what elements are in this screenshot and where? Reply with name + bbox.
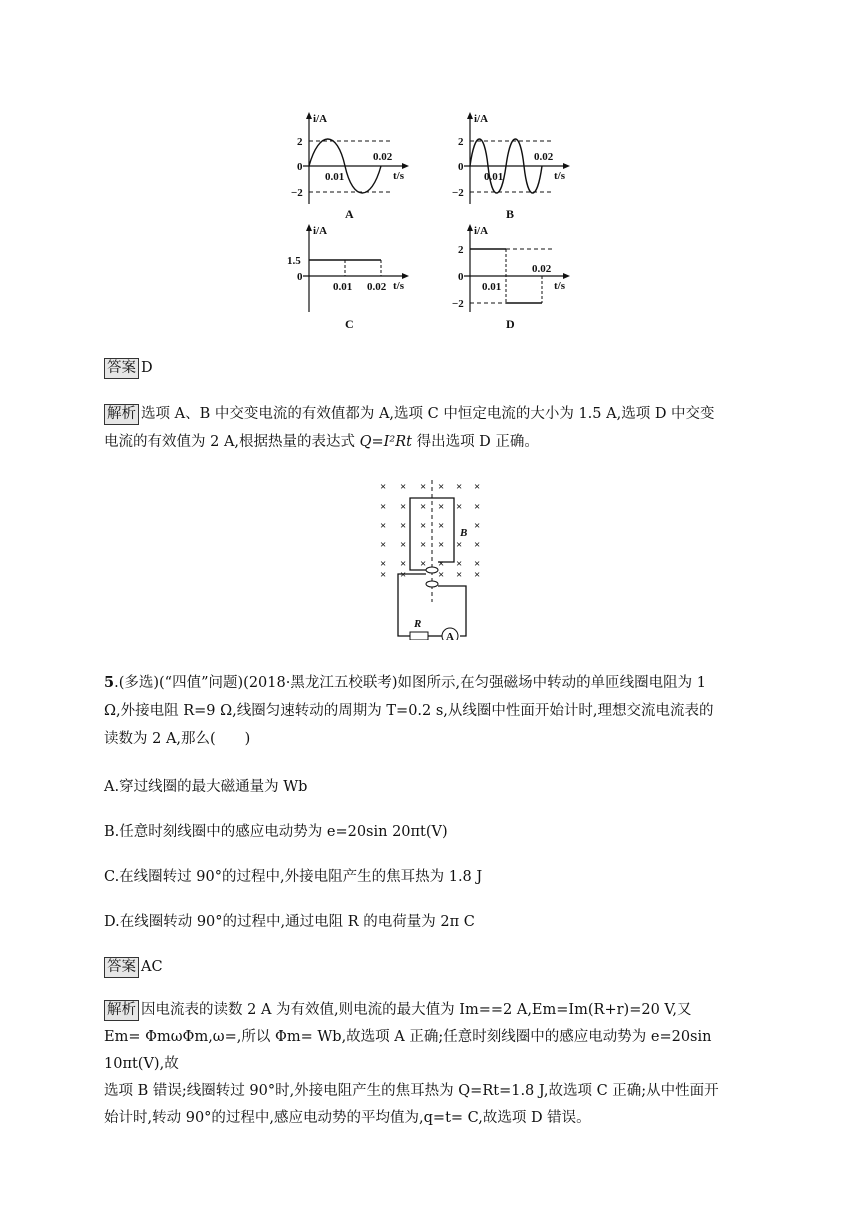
svg-text:×: × — [420, 558, 427, 570]
graph-c-ylabel: i/A — [313, 225, 328, 237]
svg-text:×: × — [400, 501, 407, 513]
graph-d-ytick-neg: −2 — [452, 298, 464, 310]
field-label: B — [460, 527, 468, 539]
graph-a-xtick-1: 0.01 — [325, 171, 345, 183]
analysis-1-line-2b: 得出选项 D 正确。 — [411, 434, 539, 450]
graph-a-ylabel: i/A — [313, 113, 328, 125]
ammeter-label: A — [446, 631, 454, 640]
svg-text:×: × — [456, 539, 463, 551]
svg-text:×: × — [438, 501, 445, 513]
svg-text:×: × — [456, 501, 463, 513]
svg-text:×: × — [438, 558, 445, 570]
graph-a-letter: A — [345, 207, 354, 221]
graph-a — [285, 108, 415, 223]
graph-a-xtick-2: 0.02 — [373, 151, 393, 163]
graph-b-ytick-neg: −2 — [452, 187, 464, 199]
svg-text:×: × — [474, 481, 481, 493]
svg-text:×: × — [380, 481, 387, 493]
graph-d — [446, 220, 576, 335]
graph-c-xtick-1: 0.01 — [333, 281, 353, 293]
svg-text:×: × — [420, 539, 427, 551]
svg-text:×: × — [380, 520, 387, 532]
svg-text:×: × — [474, 501, 481, 513]
answer-value: AC — [141, 959, 163, 975]
svg-text:×: × — [438, 481, 445, 493]
analysis-1-line-1: 选项 A、B 中交变电流的有效值都为 A,选项 C 中恒定电流的大小为 1.5 A,选项 D 中交变 — [141, 406, 715, 422]
graph-c-xlabel: t/s — [393, 280, 404, 292]
svg-text:×: × — [420, 520, 427, 532]
svg-text:×: × — [380, 558, 387, 570]
svg-text:×: × — [438, 539, 445, 551]
graph-c-ytick-zero: 0 — [297, 271, 303, 283]
graph-d-letter: D — [506, 317, 515, 331]
svg-text:×: × — [400, 481, 407, 493]
graph-b-ylabel: i/A — [474, 113, 489, 125]
analysis-2-line-3: 选项 B 错误;线圈转过 90°时,外接电阻产生的焦耳热为 Q=Rt=1.8 J,故选项 C 正确;从中性面开 — [104, 1083, 719, 1099]
analysis-2-line-1: 因电流表的读数 2 A 为有效值,则电流的最大值为 Im==2 A,Em=Im(R+r)=20 V,又 — [141, 1002, 692, 1018]
graph-b-letter: B — [506, 207, 515, 221]
question-line-2: Ω,外接电阻 R=9 Ω,线圈匀速转动的周期为 T=0.2 s,从线圈中性面开始计时,理想交流电流表的 — [104, 703, 714, 719]
answer-2 — [104, 953, 764, 981]
graph-c-xtick-2: 0.02 — [367, 281, 387, 293]
graph-a-ytick-pos: 2 — [297, 136, 303, 148]
graph-d-xtick-2: 0.02 — [532, 263, 552, 275]
graph-b-ytick-pos: 2 — [458, 136, 464, 148]
svg-text:×: × — [474, 558, 481, 570]
svg-text:×: × — [474, 539, 481, 551]
question-line-3: 读数为 2 A,那么( ) — [104, 731, 251, 747]
resistor-label: R — [414, 618, 422, 630]
svg-text:×: × — [400, 569, 407, 581]
svg-text:×: × — [380, 569, 387, 581]
analysis-1 — [104, 400, 764, 456]
graph-a-ytick-neg: −2 — [291, 187, 303, 199]
circuit-figure — [374, 478, 494, 640]
option-c: C.在线圈转过 90°的过程中,外接电阻产生的焦耳热为 1.8 J — [104, 869, 483, 885]
option-d: D.在线圈转动 90°的过程中,通过电阻 R 的电荷量为 2π C — [104, 914, 475, 930]
analysis-1-line-2a: 电流的有效值为 2 A,根据热量的表达式 — [104, 434, 360, 450]
graph-a-xlabel: t/s — [393, 170, 404, 182]
svg-text:×: × — [474, 520, 481, 532]
svg-text:×: × — [456, 558, 463, 570]
analysis-tag: 解析 — [104, 404, 139, 425]
question-number: 5 — [104, 674, 115, 691]
svg-text:×: × — [456, 569, 463, 581]
graph-b-xtick-2: 0.02 — [534, 151, 554, 163]
graph-d-xtick-1: 0.01 — [482, 281, 502, 293]
answer-value: D — [141, 360, 153, 376]
option-b: B.任意时刻线圈中的感应电动势为 e=20sin 20πt(V) — [104, 824, 448, 840]
graph-c — [285, 220, 415, 335]
question-line-1: .(多选)(“四值”问题)(2018·黑龙江五校联考)如图所示,在匀强磁场中转动的单匝线圈电阻为 1 — [114, 675, 706, 691]
graph-d-ytick-zero: 0 — [458, 271, 464, 283]
svg-text:×: × — [438, 520, 445, 532]
option-a: A.穿过线圈的最大磁通量为 Wb — [104, 779, 308, 795]
heat-formula: Q=I²Rt — [359, 434, 412, 450]
svg-text:×: × — [400, 539, 407, 551]
analysis-2-line-2: Em= ΦmωΦm,ω=,所以 Φm= Wb,故选项 A 正确;任意时刻线圈中的感应电动势为 e=20sin 10πt(V),故 — [104, 1029, 712, 1072]
svg-text:×: × — [380, 539, 387, 551]
analysis-2 — [104, 997, 764, 1132]
question-5 — [104, 669, 764, 753]
svg-text:×: × — [380, 501, 387, 513]
svg-text:×: × — [456, 481, 463, 493]
graph-d-xlabel: t/s — [554, 280, 565, 292]
graph-b-xtick-1: 0.01 — [484, 171, 504, 183]
graph-b-ytick-zero: 0 — [458, 161, 464, 173]
answer-tag: 答案 — [104, 358, 139, 379]
resistor — [410, 632, 428, 640]
graph-d-ytick-pos: 2 — [458, 244, 464, 256]
answer-1 — [104, 354, 764, 382]
graph-b — [446, 108, 576, 223]
svg-text:×: × — [420, 481, 427, 493]
svg-text:×: × — [400, 520, 407, 532]
svg-text:×: × — [438, 569, 445, 581]
svg-text:×: × — [420, 501, 427, 513]
answer-tag: 答案 — [104, 957, 139, 978]
graph-b-xlabel: t/s — [554, 170, 565, 182]
graph-c-letter: C — [345, 317, 354, 331]
svg-text:×: × — [474, 569, 481, 581]
svg-text:×: × — [400, 558, 407, 570]
graph-a-ytick-zero: 0 — [297, 161, 303, 173]
analysis-tag: 解析 — [104, 1000, 139, 1021]
graph-d-ylabel: i/A — [474, 225, 489, 237]
graph-c-ytick-pos: 1.5 — [287, 255, 301, 267]
analysis-2-line-4: 始计时,转动 90°的过程中,感应电动势的平均值为,q=t= C,故选项 D 错误。 — [104, 1110, 591, 1126]
